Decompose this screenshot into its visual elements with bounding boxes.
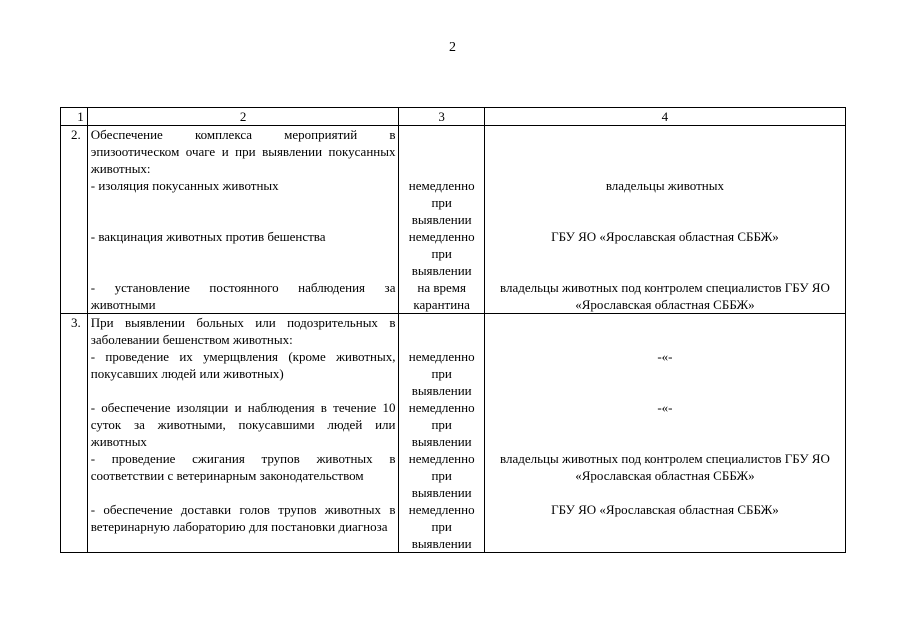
header-col-1: 1 (61, 108, 88, 126)
table-header-row (61, 108, 846, 126)
responsible-cell: ГБУ ЯО «Ярославская областная СББЖ» (484, 228, 845, 279)
deadline-cell: немедленно при выявлении (399, 177, 484, 228)
responsible-cell (484, 126, 845, 178)
deadline-cell: немедленно при выявлении (399, 399, 484, 450)
measures-table (60, 107, 846, 553)
header-col-3: 3 (399, 108, 484, 126)
table-row (61, 348, 846, 399)
section-number: 2. (61, 126, 88, 314)
measure-cell: - проведение их умерщвления (кроме животных, покусавших людей или животных) (87, 348, 399, 399)
measure-cell: - вакцинация животных против бешенства (87, 228, 399, 279)
table-row (61, 450, 846, 501)
responsible-cell: ГБУ ЯО «Ярославская областная СББЖ» (484, 501, 845, 553)
deadline-cell (399, 314, 484, 349)
table-row (61, 399, 846, 450)
table-row (61, 126, 846, 178)
table-row (61, 177, 846, 228)
table-row (61, 314, 846, 349)
page-number: 2 (449, 40, 456, 55)
section-number: 3. (61, 314, 88, 553)
table-row (61, 228, 846, 279)
measure-cell: - проведение сжигания трупов животных в соответствии с ветеринарным законодательством (87, 450, 399, 501)
header-col-2: 2 (87, 108, 399, 126)
header-col-4: 4 (484, 108, 845, 126)
deadline-cell: немедленно при выявлении (399, 501, 484, 553)
table-row (61, 279, 846, 314)
responsible-cell: владельцы животных (484, 177, 845, 228)
measure-cell: - установление постоянного наблюдения за животными (87, 279, 399, 314)
responsible-cell: -«- (484, 348, 845, 399)
measure-cell: При выявлении больных или подозрительных в заболевании бешенством животных: (87, 314, 399, 349)
measure-cell: - изоляция покусанных животных (87, 177, 399, 228)
table-row (61, 501, 846, 553)
deadline-cell: немедленно при выявлении (399, 348, 484, 399)
deadline-cell: немедленно при выявлении (399, 450, 484, 501)
measure-cell: Обеспечение комплекса мероприятий в эпизоотическом очаге и при выявлении покусанных животных: (87, 126, 399, 178)
responsible-cell (484, 314, 845, 349)
responsible-cell: владельцы животных под контролем специалистов ГБУ ЯО «Ярославская областная СББЖ» (484, 279, 845, 314)
responsible-cell: -«- (484, 399, 845, 450)
measure-cell: - обеспечение доставки голов трупов животных в ветеринарную лабораторию для постановки диагноза (87, 501, 399, 553)
responsible-cell: владельцы животных под контролем специалистов ГБУ ЯО «Ярославская областная СББЖ» (484, 450, 845, 501)
deadline-cell: немедленно при выявлении (399, 228, 484, 279)
deadline-cell: на время карантина (399, 279, 484, 314)
deadline-cell (399, 126, 484, 178)
measure-cell: - обеспечение изоляции и наблюдения в течение 10 суток за животными, покусавшими людей или животных (87, 399, 399, 450)
